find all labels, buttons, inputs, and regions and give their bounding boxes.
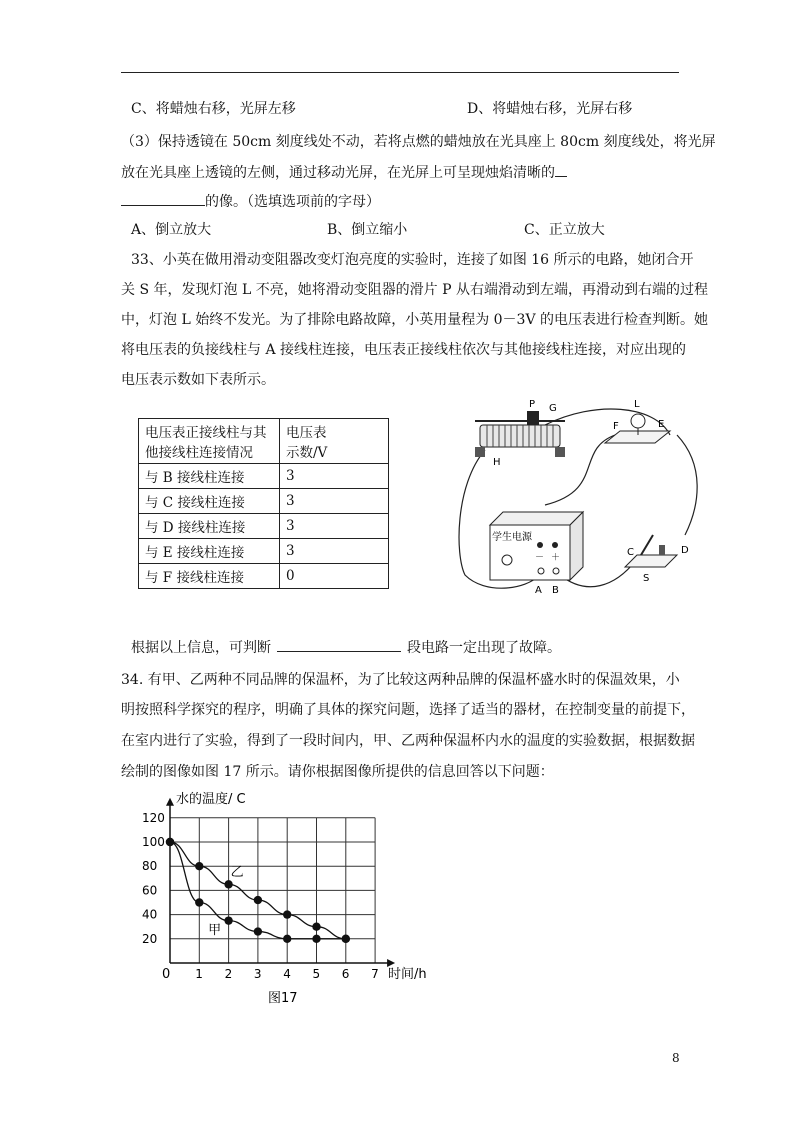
data-point [195,862,203,870]
series-label: 甲 [208,922,222,938]
q33-line-2: 关 S 年，发现灯泡 L 不亮，她将滑动变阻器的滑片 P 从右端滑动到左端，再滑动到右端的过程 [121,282,709,298]
q34-line-1: 34. 有甲、乙两种不同品牌的保温杯，为了比较这两种品牌的保温杯盛水时的保温效果，小 [121,672,680,688]
temperature-chart [110,785,440,1015]
header-rule [121,72,679,73]
data-point [283,935,291,943]
chart-axes [166,798,395,967]
option-b: B、倒立缩小 [327,222,408,238]
power-supply [490,512,583,580]
option-c-line: C、将蜡烛右移，光屏左移 [131,101,296,117]
q34-line-2: 明按照科学探究的程序，明确了具体的探究问题，选择了适当的器材，在控制变量的前提下， [121,702,695,718]
table-header-row [139,419,389,464]
label-minus: － [535,553,545,563]
x-tick-label: 2 [224,967,233,981]
option-c: C、正立放大 [524,222,605,238]
chart-origin-label: 0 [162,967,171,982]
series-label: 乙 [230,864,244,880]
table-cell: 与 D 接线柱连接 [139,514,280,539]
x-tick-label: 5 [312,967,321,981]
q33-line-3: 中，灯泡 L 始终不发光。为了排除电路故障，小英用量程为 0－3V 的电压表进行检查判断。她 [121,312,709,328]
rheostat [475,411,565,457]
data-point [224,916,232,924]
label-s: S [643,573,650,584]
table-cell: 与 F 接线柱连接 [139,564,280,589]
chart-y-label: 水的温度/ C [176,792,246,807]
x-tick-label: 3 [253,967,262,981]
data-point [224,880,232,888]
y-tick-label: 100 [142,835,165,849]
label-a: A [535,585,542,596]
label-f: F [613,421,619,432]
table-cell: 0 [280,564,389,589]
chart-x-label: 时间/h [388,967,427,982]
table-cell: 3 [280,514,389,539]
table-row [139,564,389,589]
circuit-diagram [455,395,705,605]
table-row [139,489,389,514]
label-p: P [529,399,536,410]
y-axis-arrow [166,798,174,806]
label-e: E [658,419,665,430]
data-point [254,927,262,935]
y-tick-label: 20 [142,931,158,946]
table-cell: 3 [280,464,389,489]
table-cell: 与 C 接线柱连接 [139,489,280,514]
data-point [195,898,203,906]
x-tick-label: 7 [371,967,379,981]
table-header-connection: 电压表正接线柱与其 他接线柱连接情况 [139,419,280,464]
x-tick-label: 6 [341,967,350,981]
y-tick-label: 60 [142,883,158,898]
wire-e-d [677,435,697,535]
chart-ticks [142,811,379,981]
label-g: G [549,403,557,414]
q33-line-5: 电压表示数如下表所示。 [121,372,275,388]
table-cell: 3 [280,489,389,514]
q33-line-1: 33、小英在做用滑动变阻器改变灯泡亮度的实验时，连接了如图 16 所示的电路，她闭合开 [131,252,694,268]
data-point [342,935,350,943]
data-point [312,935,320,943]
q3-line-2: 放在光具座上透镜的左侧，通过移动光屏，在光屏上可呈现烛焰清晰的 [121,162,567,182]
table-cell: 3 [280,539,389,564]
power-supply-label: 学生电源 [492,532,532,543]
q3-line-1: （3）保持透镜在 50cm 刻度线处不动，若将点燃的蜡烛放在光具座上 80cm 刻度线处，将光屏 [121,134,716,150]
page-number: 8 [672,1051,680,1065]
label-l: L [634,399,640,410]
table-cell: 与 B 接线柱连接 [139,464,280,489]
label-h: H [493,457,501,468]
x-tick-label: 1 [195,967,203,981]
x-axis-arrow [387,959,395,967]
q34-line-4: 绘制的图像如图 17 所示。请你根据图像所提供的信息回答以下问题： [121,764,554,780]
x-tick-label: 4 [283,967,291,981]
data-point [312,923,320,931]
option-d-line: D、将蜡烛右移，光屏右移 [467,101,633,117]
label-d: D [681,545,689,556]
q33-answer-line: 根据以上信息，可判断 段电路一定出现了故障。 [131,637,561,657]
data-point [166,838,174,846]
y-tick-label: 40 [142,907,158,922]
table-row [139,514,389,539]
label-c: C [627,547,634,558]
q34-line-3: 在室内进行了实验，得到了一段时间内，甲、乙两种保温杯内水的温度的实验数据，根据数据 [121,733,695,749]
voltage-table [138,418,389,589]
table-row [139,464,389,489]
answer-blank-cont [121,191,205,206]
option-a: A、倒立放大 [131,222,212,238]
chart-caption: 图17 [268,991,298,1006]
data-point [283,910,291,918]
table-header-voltage: 电压表 示数/V [280,419,389,464]
y-tick-label: 120 [142,810,165,825]
answer-blank [555,162,567,177]
data-point [254,896,262,904]
answer-blank-segment [277,637,401,652]
table-cell: 与 E 接线柱连接 [139,539,280,564]
y-tick-label: 80 [142,859,158,874]
table-row [139,539,389,564]
label-b: B [552,585,559,596]
label-plus: ＋ [551,553,561,563]
q3-line-3: 的像。（选填选项前的字母） [121,191,380,211]
q33-line-4: 将电压表的负接线柱与 A 接线柱连接，电压表正接线柱依次与其他接线柱连接，对应出现的 [121,342,687,358]
